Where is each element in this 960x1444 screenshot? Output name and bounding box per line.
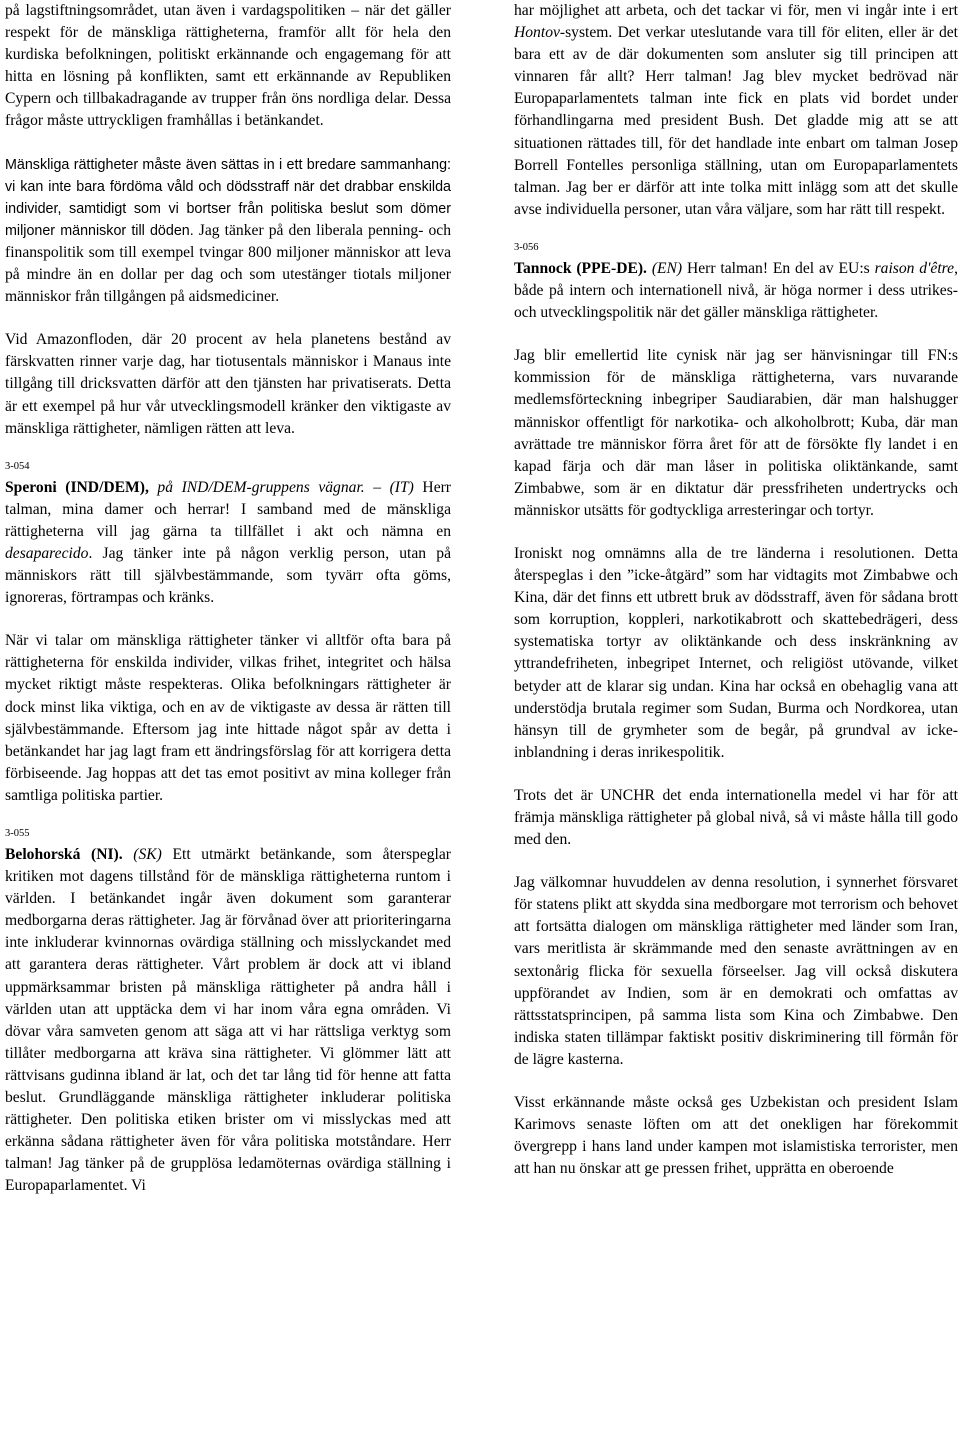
language-code: (EN) (651, 259, 683, 277)
speech-text: Herr talman, mina damer och herrar! I samband med de mänskliga rättigheterna vill jag gärna ta tillfället i akt och nämna en (5, 478, 452, 540)
paragraph: på lagstiftningsområdet, utan även i vardagspolitiken – när det gäller respekt för de mänskliga rättigheterna, framför allt för hela den kurdiska befolkningen, politiskt erkännande och engagemang för att hitta en lösning på konflikten, samt ett erkännande av Republiken Cypern och tillbakadragande av trupper från öns nordliga delar. Dessa frågor måste uttryckligen framhållas i betänkandet. (5, 2, 451, 130)
left-column (5, 0, 451, 1219)
paragraph: Visst erkännande måste också ges Uzbekistan och president Islam Karimovs senaste löften om att det onekligen har förekommit övergrepp i hans land under kampen mot islamistiska terrorister, men att han nu önskar att ge pressen frihet, upprätta en oberoende (514, 1094, 958, 1178)
paragraph-text: -system. Det verkar uteslutande vara till för eliten, eller är det bara ett av de där dokumenten som ansluter sig till principen att vinnaren får allt? Herr talman! Jag blev mycket bedrövad när Europaparlamentets talman inte fick en plats vid bordet under förhandlingarna med president Bush. Det gladde mig att se att situationen rättades till, för det handlade inte enbart om talman Josep Borrell Fontelles personliga ställning, utan om Europaparlamentets talman. Jag ber er därför att inte tolka mitt inlägg som att det skulle avse individuella personer, utan våra väljare, som har rätt till respekt. (514, 24, 958, 218)
right-column (514, 0, 958, 1201)
language-code: (IT) (389, 478, 414, 496)
speech-reference: 3-055 (5, 828, 30, 839)
paragraph: Jag blir emellertid lite cynisk när jag ser hänvisningar till FN:s kommission för de mänskliga rättigheterna, vars nuvarande medlemsförteckning inbegriper Saudiarabien, där man halshugger människor offentligt för narkotika- och alkoholbrott; Kuba, där man avrättade tre människor förra året för att de försökte fly landet i en kapad färja och där man låser in politiska oliktänkande, samt Zimbabwe, som är en diktatur där pressfriheten undertrycks och människor utsätts för godtyckliga arresteringar och tortyr. (514, 347, 958, 519)
speaker-group: på IND/DEM-gruppens vägnar. (148, 478, 365, 496)
emphasis-text: raison d'être (874, 259, 955, 277)
dash: – (364, 478, 390, 496)
paragraph: Trots det är UNCHR det enda internationella medel vi har för att främja mänskliga rättigheter på global nivå, så vi måste hålla till godo med den. (514, 786, 958, 849)
paragraph (5, 154, 451, 309)
speaker-name: Tannock (PPE-DE). (514, 259, 647, 277)
speaker-name: Speroni (IND/DEM), (5, 478, 149, 496)
speech-reference: 3-056 (514, 241, 539, 253)
paragraph (514, 0, 958, 221)
speech-paragraph (5, 844, 451, 1198)
speaker-name: Belohorská (NI). (5, 846, 123, 863)
paragraph: Ironiskt nog omnämns alla de tre länderna i resolutionen. Detta återspeglas i den ”icke-åtgärd” som har vidtagits mot Zimbabwe och Kina, där det finns ett utbrett bruk av dödsstraff, även för sådana brott som korruption, koppleri, narkotikabrott och skattebedrägeri, dess systematiska tortyr av oliktänkande och dess inskränkning av yttrandefriheten, inbegripet Internet, och religiöst utövande, vilket betyder att de klarar sig undan. Kina har också en obehaglig vana att understödja brutala regimer som Sudan, Burma och Nordkorea, utan hänsyn till de grymheter som de begår, på grundval av icke-inblandning i deras inrikespolitik. (514, 544, 958, 761)
speech-paragraph (5, 477, 451, 610)
paragraph-text: har möjlighet att arbeta, och det tackar vi för, men vi ingår inte i ert (514, 2, 958, 19)
speech-text: Ett utmärkt betänkande, som återspeglar kritiken mot dagens tillstånd för de mänskliga rättigheterna runtom i världen. I betänkandet ingår även dokument som garanterar medborgarna deras rättigheter. Jag är förvånad över att prioriteringarna inte inkluderar kvinnornas ovärdiga ställning och misslyckandet med att garantera deras rättigheter. Vårt problem är dock att vi ibland uppmärksammar bristen på mänskliga rättigheter på andra håll i världen utan att upptäcka dem vi har inom våra egna områden. Vi dövar våra samveten genom att säga att vi har rättsliga verktyg som tillåter medborgarna att kräva sina rättigheter. Vi glömmer lätt att rättvisans gudinna ibland är lat, och det tar lång tid för henne att fatta beslut. Grundläggande mänskliga rättigheter inkluderar politiska rättigheter. Den politiska etiken brister om vi misslyckas med att erkänna sådana rättigheter även för våra politiska motståndare. Herr talman! Jag tänker på de grupplösa ledamöternas ovärdiga ställning i Europaparlamentet. Vi (5, 846, 451, 1195)
paragraph-text: Mänskliga rättigheter måste även sättas in i ett bredare sammanhang: vi kan inte bara fördöma våld och dödsstraff när det drabbar enskilda individer, samtidigt som vi bortser från politiska beslut som dömer miljoner människor till döden. (5, 156, 451, 239)
language-code: (SK) (133, 846, 162, 863)
paragraph-text: Jag tänker på den liberala penning- och finanspolitik som till exempel tvingar 800 miljoner människor att leva på mindre än en dollar per dag och som utestänger tiotals miljoner människor från tillgången på aidsmediciner. (5, 221, 451, 306)
emphasis-text: desaparecido (5, 544, 89, 562)
speech-text: Herr talman! En del av EU:s (682, 259, 875, 277)
paragraph: Vid Amazonfloden, där 20 procent av hela planetens bestånd av färskvatten rinner varje dag, har tiotusentals människor i Manaus inte tillgång till dricksvatten därför att den tjänsten har privatiserats. Detta är ett exempel på hur vår utvecklingsmodell kränker den viktigaste av mänskliga rättigheter, nämligen rätten att leva. (5, 331, 451, 437)
speech-text: . Jag tänker inte på någon verklig person, utan på människors rätt till självbestämmande, som tyvärr ofta göms, ignoreras, förtrampas och kränks. (5, 544, 451, 607)
speech-reference: 3-054 (5, 460, 30, 472)
speech-paragraph (514, 258, 958, 324)
speech-text: , både på intern och internationell nivå, är höga normer i dess utrikes- och utvecklingspolitik när det gäller mänskliga rättigheter. (514, 259, 958, 322)
emphasis-text: Hontov (514, 24, 560, 42)
paragraph: När vi talar om mänskliga rättigheter tänker vi alltför ofta bara på rättigheterna för enskilda individer, vilkas frihet, integritet och hälsa mycket riktigt måste respekteras. Olika befolkningars rättigheter är dock minst lika viktiga, och en av de viktigaste av dessa är rätten till självbestämmande. Eftersom jag inte hittade något spår av detta i betänkandet har jag lagt fram ett ändringsförslag för att korrigera detta förbiseende. Jag hoppas att det tas emot positivt av mina kolleger från samtliga politiska partier. (5, 632, 451, 804)
paragraph: Jag välkomnar huvuddelen av denna resolution, i synnerhet försvaret för statens plikt att skydda sina medborgare mot terrorism och behovet att fortsätta dialogen om mänskliga rättigheter med länder som Iran, vars meritlista är skrämmande med den senaste avrättningen av en sextonårig flicka för sexuella förseelser. Jag vill också diskutera uppförandet av Indien, som är en demokrati och omfattas av rättsstatsprincipen, på samma lista som Kina och Zimbabwe. Den indiska staten tillämpar faktiskt positiv diskriminering till förmån för de lägre kasterna. (514, 874, 958, 1068)
